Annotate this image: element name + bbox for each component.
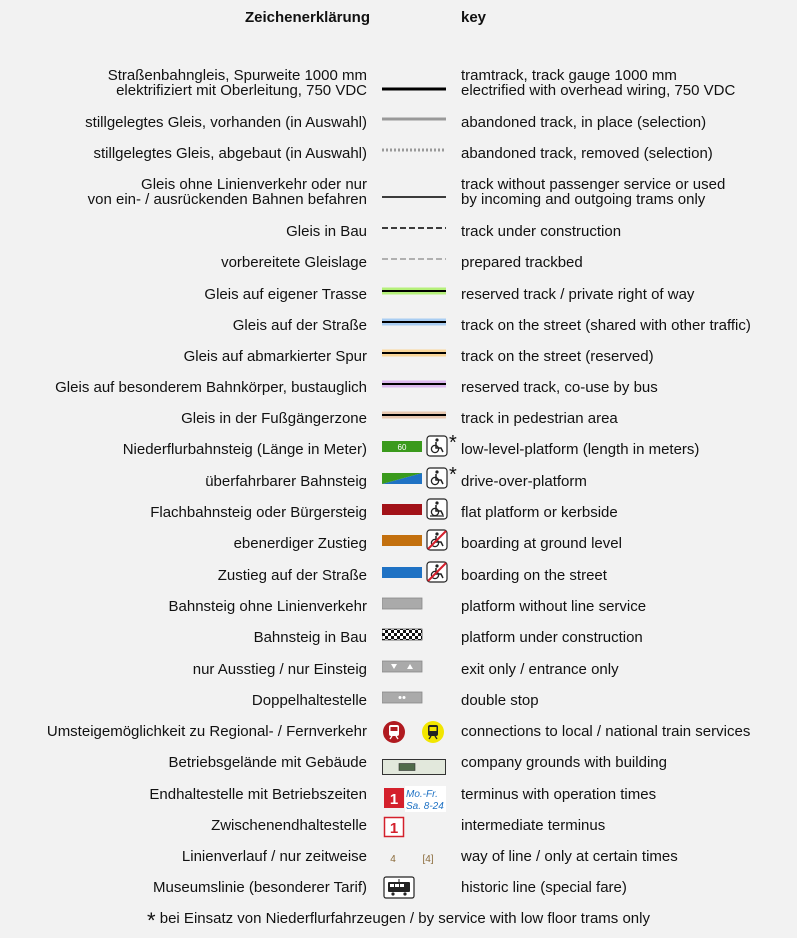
legend-label-en: abandoned track, removed (selection) [461,145,713,162]
title-english: key [461,9,487,26]
legend-label-en: track on the street (shared with other traffic) [461,317,751,334]
legend-label-en: reserved track, co-use by bus [461,379,658,396]
legend-label-de: nur Ausstieg / nur Einsteig [192,661,367,678]
track-construction-icon [382,215,446,241]
legend-label-en: track in pedestrian area [461,410,618,427]
legend-label-de: Museumslinie (besonderer Tarif) [153,879,367,896]
legend-label-de: Straßenbahngleis, Spurweite 1000 mm elektrifiziert mit Oberleitung, 750 VDC [107,67,367,99]
legend-label-en: intermediate terminus [461,817,606,834]
track-abandoned-icon [382,106,446,132]
legend-label-de: Gleis ohne Linienverkehr oder nur von ein- / ausrückenden Bahnen befahren [87,176,367,208]
company-grounds-icon [382,755,446,779]
legend-label-en: platform under construction [461,629,643,646]
terminus-number: 1 [389,791,399,808]
platform-length-label: 60 [397,443,407,452]
asterisk-mark: * [449,465,457,486]
legend-label-en: boarding at ground level [461,535,622,552]
platform-flat-icon [382,496,462,522]
legend-label-de: Flachbahnsteig oder Bürgersteig [150,504,367,521]
legend-label-en: prepared trackbed [461,254,583,271]
legend-label-en: low-level-platform (length in meters) [461,441,700,458]
legend-label-en: tramtrack, track gauge 1000 mm electrified with overhead wiring, 750 VDC [461,67,736,99]
legend-label-en: abandoned track, in place (selection) [461,114,707,131]
legend-label-de: vorbereitete Gleislage [221,254,367,271]
legend-label-de: Linienverlauf / nur zeitweise [181,848,367,865]
terminus-times-icon [382,786,446,814]
train-connection-icon [382,719,446,745]
legend-label-de: ebenerdiger Zustieg [233,535,367,552]
platform-no-service-icon [382,590,446,616]
track-pedestrian-icon [382,402,446,428]
legend-label-en: track under construction [461,223,622,240]
exit-entrance-icon [382,653,446,679]
legend-label-de: Umsteigemöglichkeit zu Regional- / Fernverkehr [46,723,367,740]
legend-label-de: Gleis auf besonderem Bahnkörper, bustauglich [55,379,367,396]
terminus-times-saturday: Sa. 8-24 [406,801,444,812]
legend-label-de: überfahrbarer Bahnsteig [205,473,367,490]
line-number-times: [4] [422,854,434,865]
platform-street-icon [382,559,462,585]
footnote-asterisk: * [147,908,156,933]
terminus-times-weekdays: Mo.-Fr. [406,789,438,800]
track-bus-icon [382,371,446,397]
legend-label-en: exit only / entrance only [461,661,619,678]
legend-label-en: boarding on the street [461,567,607,584]
legend-label-de: stillgelegtes Gleis, abgebaut (in Auswahl) [93,145,367,162]
platform-lowlevel-icon [382,433,462,459]
platform-ground-icon [382,527,462,553]
footnote [0,908,797,934]
intermediate-terminus-icon [382,814,446,840]
legend-label-de: Gleis auf eigener Trasse [204,286,367,303]
legend-label-de: Zwischenendhaltestelle [211,817,367,834]
track-no-service-icon [382,184,446,210]
track-electrified-icon [382,76,446,102]
line-number: 4 [390,854,396,865]
track-reserved-icon [382,278,446,304]
legend-label-de: Zustieg auf der Straße [217,567,367,584]
footnote-text: bei Einsatz von Niederflurfahrzeugen / by service with low floor trams only [159,910,650,927]
track-removed-icon [382,137,446,163]
legend-label-de: Bahnsteig ohne Linienverkehr [168,598,367,615]
legend-label-en: drive-over-platform [461,473,587,490]
asterisk-mark: * [449,433,457,454]
legend-label-en: track without passenger service or used by incoming and outgoing trams only [461,176,726,208]
legend-label-de: Doppelhaltestelle [251,692,367,709]
legend-label-de: Gleis in der Fußgängerzone [181,410,367,427]
legend-label-en: connections to local / national train services [461,723,751,740]
legend-label-de: Gleis in Bau [286,223,367,240]
double-stop-icon [382,684,446,710]
track-prepared-icon [382,246,446,272]
legend-label-de: Betriebsgelände mit Gebäude [168,754,367,771]
platform-driveover-icon [382,465,462,491]
legend-label-en: track on the street (reserved) [461,348,654,365]
legend-label-en: platform without line service [461,598,647,615]
legend-label-de: stillgelegtes Gleis, vorhanden (in Auswahl) [85,114,367,131]
legend-label-en: reserved track / private right of way [461,286,695,303]
track-marked-lane-icon [382,340,446,366]
legend-label-de: Niederflurbahnsteig (Länge in Meter) [122,441,367,458]
platform-construction-icon [382,621,446,647]
legend-label-de: Endhaltestelle mit Betriebszeiten [149,786,367,803]
legend-label-de: Bahnsteig in Bau [253,629,367,646]
legend-label-en: flat platform or kerbside [461,504,618,521]
legend-label-en: historic line (special fare) [461,879,627,896]
legend-label-de: Gleis auf abmarkierter Spur [183,348,367,365]
line-route-icon [382,845,446,871]
legend-label-en: double stop [461,692,539,709]
historic-line-icon [382,875,446,901]
intermediate-terminus-number: 1 [389,820,399,837]
legend-label-de: Gleis auf der Straße [232,317,367,334]
title-german: Zeichenerklärung [244,9,370,26]
legend-label-en: way of line / only at certain times [461,848,678,865]
legend-label-en: company grounds with building [461,754,667,771]
legend-label-en: terminus with operation times [461,786,657,803]
track-street-icon [382,309,446,335]
